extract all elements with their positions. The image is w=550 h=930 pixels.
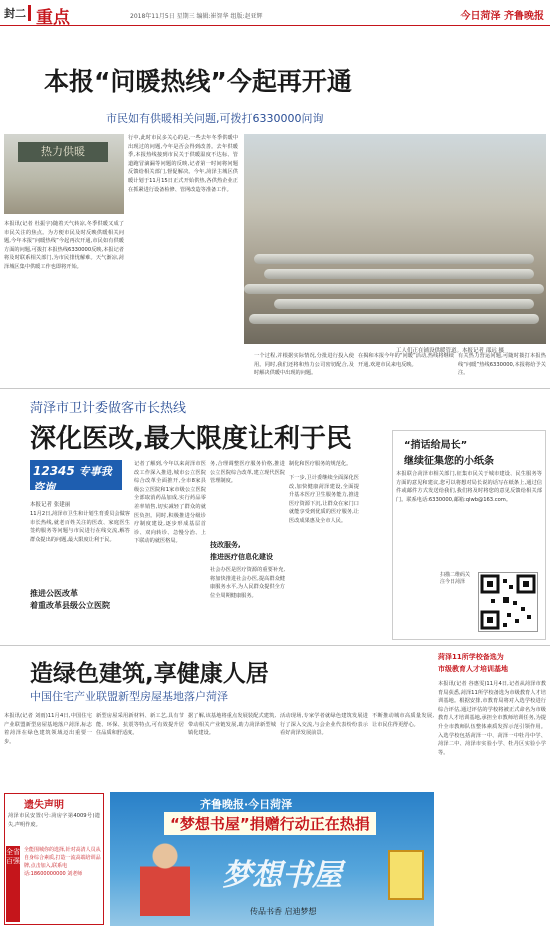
article1-body-col4: 在揭和本报今年的“问暖”活动,热线将继续开通,欢迎市民来电反映。 — [358, 353, 454, 368]
pipe-shape — [274, 299, 534, 309]
article2-body-col4b: 下一步,卫计委继续全面深化医改,加快健康菏泽建设,全面提升基本医疗卫生服务能力,推进医疗资源下沉,让群众在家门口就能享受到优质的医疗服务,让医改成果惠及全市人民。 — [289, 475, 359, 524]
article3-body-col4: 活动现场,专家学者就绿色建筑发展进行了深入交流,与会企业代表纷纷表示看好菏泽发展前景。 — [280, 713, 368, 737]
article3-body-col5: 不断推动城市高质量发展,让市民住得更舒心。 — [372, 713, 434, 728]
pipe-shape — [249, 314, 539, 324]
section-label: 重点 — [36, 8, 70, 28]
article2-body-col1: 11月2日,菏泽市卫生和计划生育委员会做客市长热线,就老百姓关注的医改、家庭医生签约服务等问题与市民进行在线交流,解答群众提出的问题,最大限度让利于民。 — [30, 511, 130, 543]
sidebox-subtitle: 继续征集您的小纸条 — [404, 456, 494, 467]
article2-body-col3: 务,合理调整医疗服务价格,推进公立医院综合改革,建立现代医院管理制度。 — [210, 461, 285, 485]
article3-body-col1: 本报讯(记者 刘雨)11月4日,中国住宅产业联盟新型房屋基地落户菏泽,标志着菏泽在绿色建筑领域迈出重要一步。 — [4, 713, 92, 745]
article3-body-col2: 新型房屋采用新材料、新工艺,具有节能、环保、抗震等特点,可有效提升居住品质和舒适度。 — [96, 713, 184, 737]
article2-byline: 本报记者 张建丽 — [30, 502, 71, 508]
lost-notice-body: 菏泽市民安置(号:菏房字第4009号)遗失,声明作废。 — [8, 813, 100, 828]
banner-headline: “梦想书屋”捐赠行动正在热捐 — [164, 812, 376, 835]
article2-subhead1-line2: 着重改革县级公立医院 — [30, 601, 110, 610]
qr-code-icon — [478, 572, 538, 632]
ad-body: 全能围城你的选择,针对高清人员从自身综合素质,打造一流高端培训品牌,点击加入,联系电话:18600000000 刘老师 — [24, 847, 101, 877]
article2-kicker: 菏泽市卫计委做客市长热线 — [30, 401, 187, 416]
pipe-shape — [244, 284, 544, 294]
article2-body-col3b: 社会办医是医疗资源的重要补充,将加快推进社会办医,提高群众健康服务水平,为人民群众提供全方位全周期健康服务。 — [210, 567, 285, 599]
issue-info: 2018年11月5日 星期三 编辑:崔智华 组版:赵亚辉 — [130, 13, 263, 20]
section-divider — [0, 645, 550, 646]
logo-number: 12345 — [33, 464, 75, 478]
article1-headline: 本报“问暖热线”今起再开通 — [44, 67, 352, 96]
article1-photo-storefront — [4, 134, 124, 214]
qr-caption: 扫描二维码关注今日菏泽 — [440, 572, 471, 585]
article3-body-col3: 据了解,该基地将重点发展装配式建筑,带动相关产业链发展,助力菏泽新型城镇化建设。 — [188, 713, 276, 737]
pipe-shape — [254, 254, 534, 264]
sidebox-body: 本报联合菏泽市相关部门,征集市民关于城市建设、民生服务等方面的意见和建议,您可以将想对局长说的话写在纸条上,通过信件或邮件方式发送给我们,我们将及时将您的意见反馈给相关部门。联系电话:6330000,邮箱:qlwb@163.com。 — [396, 471, 542, 503]
header-divider — [28, 5, 31, 21]
article2-headline: 深化医改,最大限度让利于民 — [30, 424, 352, 454]
article1-body-col5: 有关热力营运问题,可随时拨打本报热线“问暖”热线6330000,本报将给予关注。 — [458, 353, 546, 377]
article1-body-col1: 本报讯(记者 杜振宇)随着天气转凉,冬季供暖又成了市民关注的焦点。为方便市民及时反映供暖相关问题,今年本报“问暖热线”今起再次开通,市民如有供暖方面的问题,可拨打本报热线6330000反映,本报记者将及时联系相关部门,为市民排忧解难。天气渐凉,菏泽城区集中供暖工作也即将开始。 — [4, 221, 124, 270]
banner-book-icon — [388, 850, 424, 900]
article2-subhead2: 技改服务, — [210, 541, 241, 549]
page-header — [0, 0, 550, 26]
article1-body-col3: 一个过程,并根据实际情况,分批进行投入使用。同时,我们还将和热力公司密切配合,及时解决供暖中出现的问题。 — [254, 353, 354, 377]
banner-script-title: 梦想书屋 — [222, 858, 342, 893]
sidebox-title: “捎话给局长” — [404, 440, 468, 451]
page-label: 封二 — [4, 7, 26, 20]
newspaper-brand: 今日菏泽 齐鲁晚报 — [460, 11, 544, 22]
article1-photo-pipes — [244, 134, 546, 344]
article2-subhead1: 推进公医改革 — [30, 589, 78, 598]
right-article-headline: 菏泽11所学校备选为 — [438, 653, 504, 661]
logo-text: 专事我咨询 — [33, 465, 112, 494]
ad-vertical-label: 全省百强 — [6, 846, 20, 922]
right-article-headline-line2: 市级教育人才培训基地 — [438, 665, 508, 673]
lost-notice-title: 遗失声明 — [24, 800, 64, 811]
pipe-shape — [264, 269, 534, 279]
article1-photo-caption: 工人们正在铺设供暖管道。本报记者 邵远 摄 — [396, 348, 504, 354]
right-article-body: 本报讯(记者 谷惠雯)11月4日,记者从菏泽市教育局获悉,菏泽11所学校备选为市级教育人才培训基地。根据安排,市教育局将对入选学校进行综合评估,通过评估的学校将被正式命名为市级教育人才培训基地,承担全市教师培训任务,为提升全市教师队伍整体素质发挥示范引领作用。入选学校包括菏泽一中、菏泽一中牡丹中学、菏泽二中、菏泽市实验小学、牡丹区实验小学等。 — [438, 681, 546, 756]
mayor-hotline-logo — [30, 460, 122, 502]
article2-body-col4: 制化和医疗服务的规范化。 — [289, 461, 352, 467]
photo-sign: 热力供暖 — [18, 142, 108, 162]
article1-subhead: 市民如有供暖相关问题,可拨打6330000问询 — [106, 112, 324, 125]
banner-brand: 齐鲁晚报·今日菏泽 — [200, 798, 293, 811]
article3-headline: 造绿色建筑,享健康人居 — [30, 661, 269, 687]
article2-subhead2-line2: 推进医疗信息化建设 — [210, 553, 273, 561]
banner-slogan: 传品书香 启迪梦想 — [250, 907, 317, 916]
article2-body-col2: 记者了解到,今年以来菏泽市医改工作深入推进,城市公立医院综合改革全面推开,全市8家县级公立医院和1家市级公立医院全部取消药品加成,实行药品零差率销售,切实减轻了群众的就医负担。同时,积极推进分级诊疗制度建设,逐步形成基层首诊、双向转诊、急慢分治、上下联动的就医格局。 — [134, 461, 206, 545]
article3-subhead: 中国住宅产业联盟新型房屋基地落户菏泽 — [30, 690, 228, 703]
section-divider — [0, 388, 550, 389]
qr-code-graphic — [479, 573, 537, 631]
logo-small-text: 市长热线 今日菏泽 — [33, 496, 75, 502]
banner-child-illustration — [140, 836, 190, 916]
article1-body-col2: 行中,此时市民多关心的是,一些去年冬季供暖中出现过的问题,今年是否会得到改善。去年供暖季,本报热线接到市民关于供暖温度不达标、管道跑冒滴漏等问题的反映,记者第一时间将问题反馈给相关部门,督促解决。今年,菏泽主城区供暖计划于11月15日正式开始供热,各供热企业正在抓紧进行设备检修、管网改造等准备工作。 — [128, 135, 238, 193]
